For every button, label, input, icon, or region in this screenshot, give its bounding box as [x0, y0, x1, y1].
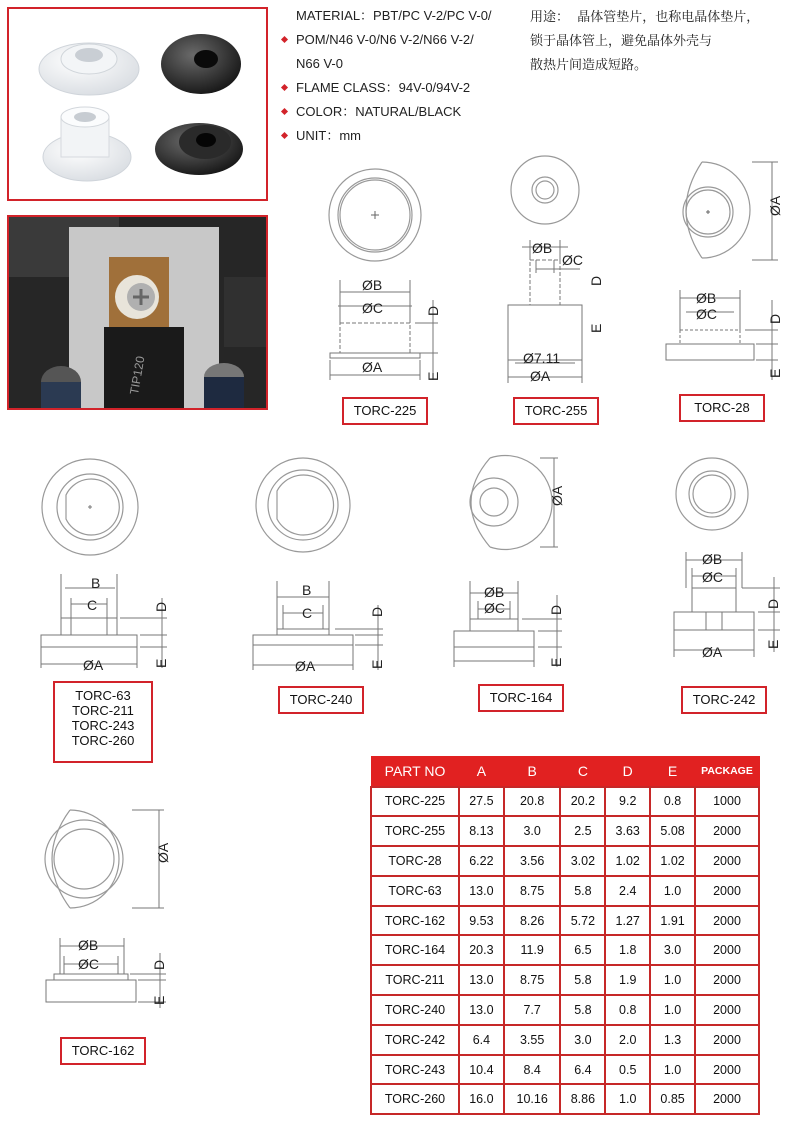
col-part-no: PART NO — [371, 757, 459, 787]
dim-label: ØC — [562, 252, 583, 268]
dim-label: C — [87, 597, 98, 613]
col-d: D — [605, 757, 650, 787]
table-cell: 1.9 — [605, 965, 650, 995]
table-row — [371, 1084, 759, 1114]
table-cell: 2000 — [695, 995, 759, 1025]
table-cell: 2000 — [695, 846, 759, 876]
table-cell: TORC-243 — [371, 1055, 459, 1085]
table-row — [371, 1025, 759, 1055]
dim-label: D — [767, 313, 783, 324]
usage-label: 用途： — [530, 10, 570, 25]
dim-label: D — [153, 601, 169, 612]
parts-table — [370, 756, 760, 1115]
bullet-icon — [281, 36, 288, 43]
col-package: PACKAGE — [695, 757, 759, 787]
drawing-torc-242 — [670, 452, 790, 672]
table-cell: 3.0 — [504, 816, 561, 846]
part-label-torc-240: TORC-240 — [278, 686, 364, 714]
table-cell: 6.4 — [560, 1055, 605, 1085]
spec-material: MATERIAL：PBT/PC V-2/PC V-0/ — [296, 8, 492, 23]
dim-label: ØA — [702, 644, 723, 660]
dim-label: ØC — [362, 300, 383, 316]
table-cell: 8.86 — [560, 1084, 605, 1114]
col-a: A — [459, 757, 504, 787]
table-cell: 1000 — [695, 787, 759, 817]
table-cell: 2000 — [695, 1055, 759, 1085]
dim-label: E — [588, 323, 604, 333]
table-cell: 7.7 — [504, 995, 561, 1025]
table-row — [371, 906, 759, 936]
specifications — [282, 4, 518, 148]
table-cell: 2.5 — [560, 816, 605, 846]
table-cell: 3.02 — [560, 846, 605, 876]
dim-label: Ø7.11 — [523, 350, 561, 366]
dim-label: E — [369, 659, 385, 669]
table-cell: 2.0 — [605, 1025, 650, 1055]
table-cell: TORC-240 — [371, 995, 459, 1025]
dim-label: E — [765, 639, 781, 649]
table-cell: 0.85 — [650, 1084, 695, 1114]
bullet-icon — [281, 108, 288, 115]
dim-label: ØC — [702, 569, 723, 585]
table-cell: 27.5 — [459, 787, 504, 817]
dim-label: ØC — [78, 956, 99, 972]
table-cell: 5.08 — [650, 816, 695, 846]
part-label-torc-242: TORC-242 — [681, 686, 767, 714]
table-cell: TORC-255 — [371, 816, 459, 846]
table-header-row — [371, 757, 759, 787]
dim-label: ØA — [530, 368, 551, 384]
dim-label: B — [91, 575, 101, 591]
table-cell: 3.56 — [504, 846, 561, 876]
dim-label: ØA — [295, 658, 316, 674]
col-e: E — [650, 757, 695, 787]
table-cell: 1.02 — [650, 846, 695, 876]
table-cell: 20.2 — [560, 787, 605, 817]
dim-label: D — [425, 305, 441, 316]
transistor-marking: TIP120 — [127, 355, 148, 396]
table-cell: 2000 — [695, 816, 759, 846]
drawing-torc-225 — [320, 160, 450, 390]
table-cell: 3.0 — [650, 935, 695, 965]
table-cell: TORC-63 — [371, 876, 459, 906]
transistor-mount-illustration — [9, 217, 266, 408]
table-cell: 3.0 — [560, 1025, 605, 1055]
dim-label: E — [767, 368, 783, 378]
table-cell: 6.5 — [560, 935, 605, 965]
table-cell: 5.8 — [560, 876, 605, 906]
table-cell: TORC-28 — [371, 846, 459, 876]
dim-label: E — [425, 371, 441, 381]
table-cell: 1.0 — [650, 1055, 695, 1085]
dim-label: ØA — [549, 485, 565, 506]
dim-label: ØB — [362, 277, 383, 293]
drawing-torc-162 — [40, 808, 170, 1008]
dim-label: D — [765, 598, 781, 609]
dim-label: ØA — [83, 657, 104, 673]
drawing-torc-240 — [245, 455, 390, 673]
table-cell: 20.3 — [459, 935, 504, 965]
table-row — [371, 965, 759, 995]
table-cell: 1.27 — [605, 906, 650, 936]
table-cell: 13.0 — [459, 876, 504, 906]
table-cell: 1.0 — [650, 965, 695, 995]
table-cell: 2000 — [695, 876, 759, 906]
table-cell: 8.13 — [459, 816, 504, 846]
table-cell: 1.91 — [650, 906, 695, 936]
table-cell: 2000 — [695, 1084, 759, 1114]
table-cell: 2000 — [695, 965, 759, 995]
spec-flame: FLAME CLASS：94V-0/94V-2 — [282, 76, 518, 100]
table-cell: TORC-225 — [371, 787, 459, 817]
table-cell: 1.0 — [650, 995, 695, 1025]
table-cell: 5.8 — [560, 995, 605, 1025]
dim-label: E — [548, 657, 564, 667]
dim-label: D — [369, 606, 385, 617]
dim-label: B — [302, 582, 312, 598]
table-cell: TORC-164 — [371, 935, 459, 965]
part-label-torc-255: TORC-255 — [513, 397, 599, 425]
part-label-torc-63-group: TORC-63 TORC-211 TORC-243 TORC-260 — [53, 681, 153, 763]
table-cell: 1.0 — [650, 876, 695, 906]
drawing-torc-63-group — [35, 458, 175, 673]
table-cell: 5.8 — [560, 965, 605, 995]
dim-label: ØB — [696, 290, 717, 306]
table-cell: 13.0 — [459, 965, 504, 995]
dim-label: D — [548, 604, 564, 615]
table-cell: 3.63 — [605, 816, 650, 846]
usage-description: 用途： 晶体管垫片，也称电晶体垫片， 锁于晶体管上，避免晶体外壳与 散热片间造成短路。 — [530, 10, 760, 73]
table-cell: 1.02 — [605, 846, 650, 876]
dim-label: ØB — [702, 551, 723, 567]
dim-label: ØB — [78, 937, 99, 953]
table-row — [371, 787, 759, 817]
table-cell: 2000 — [695, 1025, 759, 1055]
drawing-torc-28 — [660, 160, 785, 385]
table-cell: 6.4 — [459, 1025, 504, 1055]
spec-material-cont: POM/N46 V-0/N6 V-2/N66 V-2/ — [282, 28, 518, 52]
table-cell: 1.0 — [605, 1084, 650, 1114]
table-row — [371, 1055, 759, 1085]
bullet-icon — [281, 84, 288, 91]
table-cell: 8.26 — [504, 906, 561, 936]
table-cell: 11.9 — [504, 935, 561, 965]
part-label-torc-28: TORC-28 — [679, 394, 765, 422]
dim-label: C — [302, 605, 313, 621]
dim-label: E — [151, 995, 167, 1005]
drawing-torc-255 — [500, 155, 610, 390]
table-cell: 0.8 — [650, 787, 695, 817]
table-cell: 8.75 — [504, 965, 561, 995]
table-cell: 1.3 — [650, 1025, 695, 1055]
table-row — [371, 816, 759, 846]
dim-label: D — [588, 275, 604, 286]
table-cell: 2000 — [695, 935, 759, 965]
table-cell: 13.0 — [459, 995, 504, 1025]
table-cell: 6.22 — [459, 846, 504, 876]
table-cell: 8.4 — [504, 1055, 561, 1085]
dim-label: ØA — [362, 359, 383, 375]
spec-unit: UNIT：mm — [282, 124, 518, 148]
part-label-torc-164: TORC-164 — [478, 684, 564, 712]
table-cell: TORC-260 — [371, 1084, 459, 1114]
spec-color: COLOR：NATURAL/BLACK — [282, 100, 518, 124]
application-photo — [7, 215, 268, 410]
table-cell: 10.4 — [459, 1055, 504, 1085]
bullet-icon — [281, 132, 288, 139]
table-cell: 3.55 — [504, 1025, 561, 1055]
dim-label: ØB — [484, 584, 505, 600]
table-row — [371, 876, 759, 906]
table-cell: TORC-242 — [371, 1025, 459, 1055]
table-row — [371, 935, 759, 965]
table-cell: 8.75 — [504, 876, 561, 906]
dim-label: ØC — [484, 600, 505, 616]
table-cell: TORC-211 — [371, 965, 459, 995]
table-cell: TORC-162 — [371, 906, 459, 936]
dim-label: ØA — [767, 195, 783, 216]
table-row — [371, 995, 759, 1025]
part-label-torc-225: TORC-225 — [342, 397, 428, 425]
dim-label: E — [153, 658, 169, 668]
col-b: B — [504, 757, 561, 787]
table-cell: 16.0 — [459, 1084, 504, 1114]
table-cell: 0.8 — [605, 995, 650, 1025]
table-cell: 2.4 — [605, 876, 650, 906]
dim-label: ØB — [532, 240, 553, 256]
table-cell: 1.8 — [605, 935, 650, 965]
table-cell: 9.53 — [459, 906, 504, 936]
col-c: C — [560, 757, 605, 787]
table-cell: 2000 — [695, 906, 759, 936]
table-cell: 10.16 — [504, 1084, 561, 1114]
washer-samples-illustration — [9, 9, 266, 199]
part-label-torc-162: TORC-162 — [60, 1037, 146, 1065]
dim-label: ØC — [696, 306, 717, 322]
table-cell: 20.8 — [504, 787, 561, 817]
spec-material-cont2: N66 V-0 — [296, 56, 343, 71]
product-photo — [7, 7, 268, 201]
table-cell: 9.2 — [605, 787, 650, 817]
dim-label: D — [151, 959, 167, 970]
table-cell: 0.5 — [605, 1055, 650, 1085]
drawing-torc-164 — [450, 455, 575, 670]
table-row — [371, 846, 759, 876]
table-cell: 5.72 — [560, 906, 605, 936]
dim-label: ØA — [155, 842, 171, 863]
